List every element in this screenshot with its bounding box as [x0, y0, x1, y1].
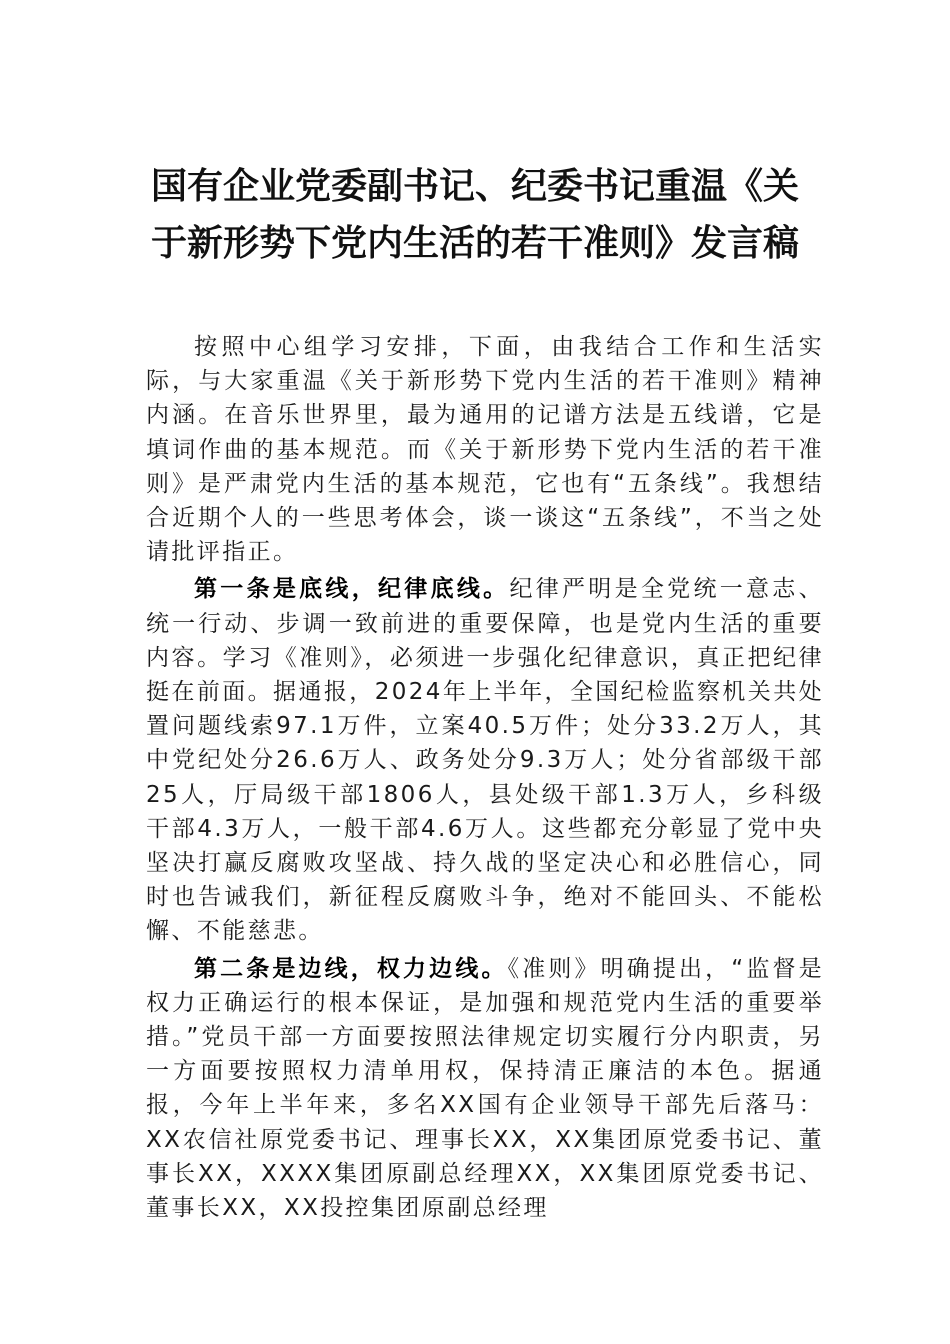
paragraph-heading: 第二条是边线，权力边线。: [194, 955, 508, 982]
paragraph-heading: 第一条是底线，纪律底线。: [194, 576, 510, 603]
paragraph-text: 按照中心组学习安排，下面，由我结合工作和生活实际，与大家重温《关于新形势下党内生活的若干准则》精神内涵。在音乐世界里，最为通用的记谱方法是五线谱，它是填词作曲的基本规范。而《关于新形势下党内生活的若干准则》是严肃党内生活的基本规范，它也有“五条线”。我想结合近期个人的一些思考体会，谈一谈这“五条线”，不当之处请批评指正。: [146, 334, 824, 566]
document-body: [146, 330, 824, 1225]
title-line-2: 于新形势下党内生活的若干准则》发言稿: [150, 222, 799, 264]
paragraph-text: 纪律严明是全党统一意志、统一行动、步调一致前进的重要保障，也是党内生活的重要内容。学习《准则》，必须进一步强化纪律意识，真正把纪律挺在前面。据通报，2024年上半年，全国纪检监察机关共处置问题线索97.1万件，立案40.5万件；处分33.2万人，其中党纪处分26.6万人、政务处分9.3万人；处分省部级干部25人，厅局级干部1806人，县处级干部1.3万人，乡科级干部4.3万人，一般干部4.6万人。这些都充分彰显了党中央坚决打赢反腐败攻坚战、持久战的坚定决心和必胜信心，同时也告诫我们，新征程反腐败斗争，绝对不能回头、不能松懈、不能慈悲。: [146, 576, 824, 945]
paragraph-first-line: [146, 572, 824, 948]
paragraph-intro: [146, 330, 824, 569]
title-line-1: 国有企业党委副书记、纪委书记重温《关: [150, 165, 799, 207]
document-title: [140, 158, 810, 272]
paragraph-text: 《准则》明确提出，“监督是权力正确运行的根本保证，是加强和规范党内生活的重要举措。”党员干部一方面要按照法律规定切实履行分内职责，另一方面要按照权力清单用权，保持清正廉洁的本色。据通报，今年上半年来，多名XX国有企业领导干部先后落马：XX农信社原党委书记、理事长XX，XX集团原党委书记、董事长XX，XXXX集团原副总经理XX，XX集团原党委书记、董事长XX，XX投控集团原副总经理: [146, 955, 824, 1222]
paragraph-second-line: [146, 952, 824, 1226]
